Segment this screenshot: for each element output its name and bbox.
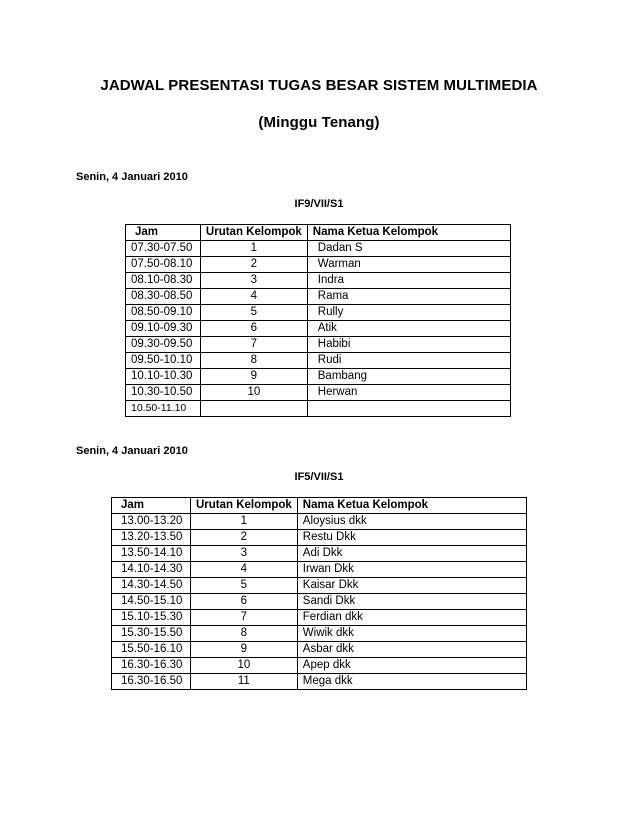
cell-urutan: 11	[190, 674, 297, 690]
cell-nama: Wiwik dkk	[297, 626, 526, 642]
cell-jam: 13.20-13.50	[112, 530, 191, 546]
cell-jam: 09.30-09.50	[126, 337, 201, 353]
cell-jam: 08.30-08.50	[126, 289, 201, 305]
cell-nama: Rully	[307, 305, 510, 321]
header-jam: Jam	[126, 225, 201, 241]
cell-urutan: 3	[200, 273, 307, 289]
table-row	[126, 385, 511, 401]
table-row	[112, 546, 527, 562]
cell-nama: Rama	[307, 289, 510, 305]
cell-nama: Ferdian dkk	[297, 610, 526, 626]
cell-nama: Mega dkk	[297, 674, 526, 690]
cell-urutan: 6	[200, 321, 307, 337]
header-nama: Nama Ketua Kelompok	[307, 225, 510, 241]
cell-nama: Sandi Dkk	[297, 594, 526, 610]
class-code: IF5/VII/S1	[294, 471, 344, 483]
cell-urutan: 5	[200, 305, 307, 321]
table-row	[112, 610, 527, 626]
cell-urutan: 7	[190, 610, 297, 626]
cell-urutan: 10	[190, 658, 297, 674]
cell-urutan: 10	[200, 385, 307, 401]
cell-urutan: 2	[190, 530, 297, 546]
cell-jam: 10.30-10.50	[126, 385, 201, 401]
cell-urutan: 5	[190, 578, 297, 594]
cell-urutan: 7	[200, 337, 307, 353]
table-row	[112, 578, 527, 594]
table-header-row	[126, 225, 511, 241]
cell-jam: 10.10-10.30	[126, 369, 201, 385]
cell-nama: Habibi	[307, 337, 510, 353]
cell-jam: 07.30-07.50	[126, 241, 201, 257]
cell-jam: 15.50-16.10	[112, 642, 191, 658]
page-subtitle: (Minggu Tenang)	[258, 114, 380, 131]
table-header-row	[112, 498, 527, 514]
cell-urutan: 1	[190, 514, 297, 530]
cell-urutan: 3	[190, 546, 297, 562]
cell-nama: Atik	[307, 321, 510, 337]
cell-urutan: 8	[190, 626, 297, 642]
table-row	[126, 289, 511, 305]
cell-nama: Indra	[307, 273, 510, 289]
table-row	[112, 674, 527, 690]
cell-jam: 13.50-14.10	[112, 546, 191, 562]
cell-nama	[307, 401, 510, 417]
cell-nama: Kaisar Dkk	[297, 578, 526, 594]
header-urutan: Urutan Kelompok	[190, 498, 297, 514]
cell-urutan	[200, 401, 307, 417]
table-row	[126, 305, 511, 321]
cell-urutan: 1	[200, 241, 307, 257]
cell-nama: Dadan S	[307, 241, 510, 257]
cell-jam: 09.50-10.10	[126, 353, 201, 369]
table-row	[126, 257, 511, 273]
cell-nama: Herwan	[307, 385, 510, 401]
table-row	[112, 562, 527, 578]
cell-jam: 13.00-13.20	[112, 514, 191, 530]
cell-urutan: 9	[200, 369, 307, 385]
schedule-date: Senin, 4 Januari 2010	[76, 171, 188, 183]
cell-urutan: 4	[190, 562, 297, 578]
table-row	[126, 241, 511, 257]
cell-urutan: 9	[190, 642, 297, 658]
cell-jam: 07.50-08.10	[126, 257, 201, 273]
table-row	[112, 594, 527, 610]
schedule-table	[111, 497, 527, 690]
table-row	[112, 530, 527, 546]
table-row	[112, 642, 527, 658]
cell-jam: 08.50-09.10	[126, 305, 201, 321]
cell-nama: Restu Dkk	[297, 530, 526, 546]
cell-jam: 16.30-16.50	[112, 674, 191, 690]
cell-nama: Warman	[307, 257, 510, 273]
schedule-date: Senin, 4 Januari 2010	[76, 445, 188, 457]
cell-jam: 15.10-15.30	[112, 610, 191, 626]
cell-jam: 14.10-14.30	[112, 562, 191, 578]
cell-nama: Bambang	[307, 369, 510, 385]
schedule-table	[125, 224, 511, 417]
table-row	[112, 626, 527, 642]
header-urutan: Urutan Kelompok	[200, 225, 307, 241]
table-row	[126, 337, 511, 353]
table-row	[126, 353, 511, 369]
cell-nama: Adi Dkk	[297, 546, 526, 562]
cell-nama: Aloysius dkk	[297, 514, 526, 530]
page-title: JADWAL PRESENTASI TUGAS BESAR SISTEM MULTIMEDIA	[100, 77, 538, 94]
table-row	[126, 321, 511, 337]
table-row	[112, 514, 527, 530]
table-row	[126, 273, 511, 289]
cell-nama: Asbar dkk	[297, 642, 526, 658]
cell-urutan: 2	[200, 257, 307, 273]
cell-jam: 10.50-11.10	[126, 401, 201, 417]
table-row	[126, 369, 511, 385]
table-row	[112, 658, 527, 674]
table-row	[126, 401, 511, 417]
cell-jam: 15.30-15.50	[112, 626, 191, 642]
cell-urutan: 4	[200, 289, 307, 305]
cell-nama: Apep dkk	[297, 658, 526, 674]
header-nama: Nama Ketua Kelompok	[297, 498, 526, 514]
cell-nama: Rudi	[307, 353, 510, 369]
cell-jam: 09.10-09.30	[126, 321, 201, 337]
cell-jam: 08.10-08.30	[126, 273, 201, 289]
header-jam: Jam	[112, 498, 191, 514]
cell-urutan: 6	[190, 594, 297, 610]
cell-jam: 16.30-16.30	[112, 658, 191, 674]
cell-nama: Irwan Dkk	[297, 562, 526, 578]
cell-jam: 14.50-15.10	[112, 594, 191, 610]
cell-jam: 14.30-14.50	[112, 578, 191, 594]
cell-urutan: 8	[200, 353, 307, 369]
class-code: IF9/VII/S1	[294, 198, 344, 210]
